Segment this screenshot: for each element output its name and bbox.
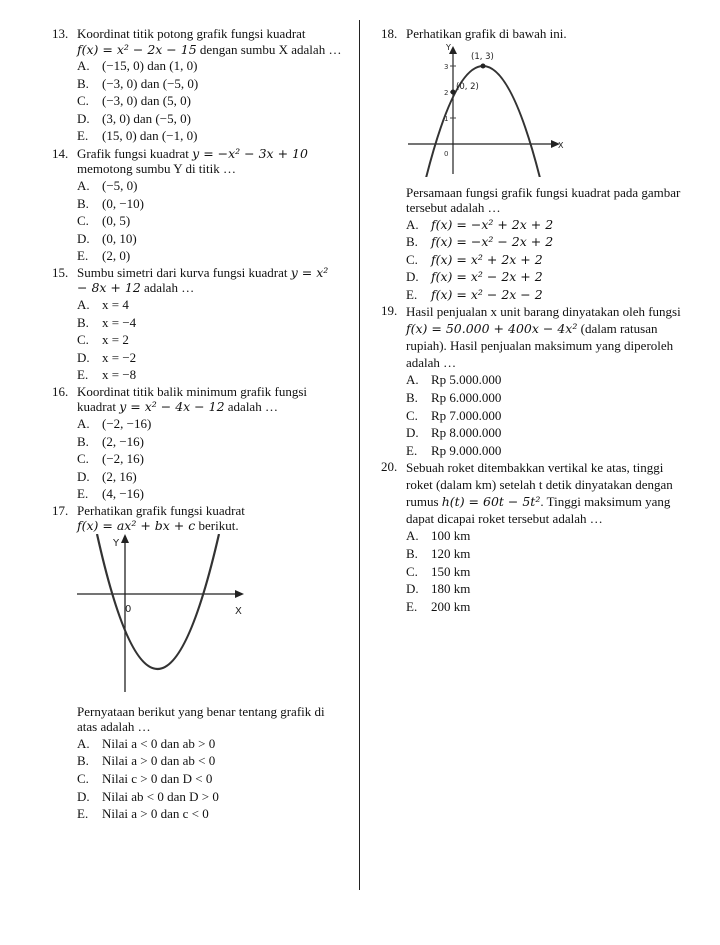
option-letter: B. [77,433,89,449]
option-b[interactable] [77,314,342,332]
option-letter: A. [77,58,90,73]
column-divider [359,20,360,890]
option-letter: C. [406,407,418,423]
y-axis-arrow [121,534,129,543]
option-text: (−3, 0) dan (−5, 0) [102,75,199,91]
option-text: (4, −16) [102,486,144,502]
option-letter: C. [77,451,89,467]
option-d[interactable] [77,110,342,128]
option-letter: A. [406,528,419,544]
option-c[interactable] [77,770,342,788]
option-text: (0, −10) [102,195,144,211]
option-text: Nilai a > 0 dan ab < 0 [102,753,216,769]
option-b[interactable] [406,545,681,563]
option-letter: D. [77,110,90,126]
option-letter: A. [77,735,90,751]
option-letter: E. [77,806,89,822]
option-c[interactable] [406,251,681,269]
option-letter: E. [77,367,89,383]
option-letter: C. [77,93,89,109]
option-text: (2, −16) [102,433,144,449]
question-caption: Persamaan fungsi grafik fungsi kuadrat pada gambar tersebut adalah … [406,184,681,215]
option-c[interactable] [406,407,681,425]
option-text: Rp 9.000.000 [431,442,502,458]
option-text: Nilai a > 0 dan c < 0 [102,806,209,822]
option-text: x = 2 [102,332,129,348]
option-letter: A. [77,296,90,312]
option-letter: A. [77,177,90,193]
x-axis-label: X [558,140,564,150]
question-caption: Pernyataan berikut yang benar tentang grafik di atas adalah … [77,703,325,735]
y-tick-label: 3 [444,62,449,71]
graph-svg [408,42,568,177]
option-d[interactable] [77,468,342,486]
option-text: (2, 16) [102,468,137,484]
option-text: (−5, 0) [102,177,138,193]
question-16 [52,384,342,503]
option-text: (−3, 0) dan (5, 0) [102,93,191,109]
option-letter: B. [406,546,418,562]
option-letter: C. [77,213,89,229]
question-17 [52,503,342,823]
y-axis-label: Y [446,42,451,52]
parabola-graph-18 [408,42,681,181]
option-letter: E. [77,248,89,264]
option-text: 100 km [431,528,471,544]
question-number: 15. [52,264,69,280]
y-axis-label: Y [113,537,120,549]
origin-label: 0 [125,603,132,615]
y-intercept-point [451,89,456,94]
option-letter: C. [77,771,89,787]
option-text: (−2, 16) [102,451,144,467]
question-19 [381,303,681,459]
option-text: f(x) = −x² + 2x + 2 [431,216,554,232]
option-letter: C. [406,251,418,267]
option-e[interactable] [406,286,681,304]
question-18 [381,26,681,303]
option-e[interactable] [77,127,342,145]
option-letter: B. [406,234,418,250]
x-axis-label: X [235,605,242,617]
option-text: Rp 5.000.000 [431,372,502,388]
option-c[interactable] [77,331,342,349]
question-number: 17. [52,502,69,518]
parabola-graph-17 [77,534,342,698]
left-column [52,26,342,823]
parabola-curve [97,534,219,669]
question-13 [52,26,342,145]
vertex-label: (1, 3) [471,51,494,62]
option-text: (15, 0) dan (−1, 0) [102,128,198,144]
question-stem: Sumbu simetri dari kurva fungsi kuadrat y = x² − 8x + 12 adalah … [77,264,329,296]
option-d[interactable] [77,788,342,806]
option-text: f(x) = x² + 2x + 2 [431,251,543,267]
option-text: (−2, −16) [102,415,152,431]
option-e[interactable] [77,805,342,823]
parabola-curve [426,66,540,177]
option-text: (0, 10) [102,230,137,246]
option-b[interactable] [77,752,342,770]
origin-label: 0 [444,149,449,158]
option-letter: E. [77,128,89,144]
question-14 [52,146,342,265]
option-text: Rp 8.000.000 [431,425,502,441]
question-stem: Perhatikan grafik fungsi kuadrat f(x) = ax² + bx + c berikut. [77,502,245,534]
option-letter: A. [406,372,419,388]
option-letter: D. [406,581,419,597]
question-20 [381,459,681,615]
option-letter: A. [77,415,90,431]
option-letter: B. [77,753,89,769]
option-letter: B. [77,195,89,211]
option-text: Rp 6.000.000 [431,390,502,406]
y-tick-label: 2 [444,88,449,97]
graph-svg [77,534,277,694]
option-a[interactable] [406,216,681,234]
vertex-point [481,63,486,68]
question-number: 18. [381,26,398,41]
option-text: (3, 0) dan (−5, 0) [102,110,191,126]
y-tick-label: 1 [444,114,449,123]
x-axis-arrow [235,590,244,598]
option-d[interactable] [77,349,342,367]
option-letter: D. [77,788,90,804]
option-letter: C. [77,332,89,348]
option-d[interactable] [406,268,681,286]
option-a[interactable] [77,57,342,75]
option-letter: E. [406,286,418,302]
option-a[interactable] [77,177,342,195]
option-e[interactable] [406,598,681,616]
option-text: (0, 5) [102,213,131,229]
option-a[interactable] [77,296,342,314]
y-intercept-label: (0, 2) [456,81,479,92]
option-b[interactable] [77,433,342,451]
option-text: 200 km [431,598,471,614]
option-letter: D. [77,468,90,484]
option-letter: E. [406,442,418,458]
option-b[interactable] [77,75,342,93]
option-c[interactable] [77,450,342,468]
option-e[interactable] [77,485,342,503]
option-text: x = 4 [102,296,129,312]
option-a[interactable] [406,527,681,545]
question-number: 20. [381,459,398,475]
option-text: x = −2 [102,349,137,365]
option-text: 150 km [431,563,471,579]
question-stem: Hasil penjualan x unit barang dinyatakan oleh fungsi f(x) = 50.000 + 400x − 4x² (dalam ratusan rupiah). Hasil penjualan maksimum yang diperoleh adalah … [406,304,681,371]
option-text: Nilai a < 0 dan ab > 0 [102,735,216,751]
option-text: Rp 7.000.000 [431,407,502,423]
option-text: x = −8 [102,367,137,383]
question-stem: Koordinat titik potong grafik fungsi kuadrat f(x) = x² − 2x − 15 dengan sumbu X adalah … [77,26,342,57]
question-stem: Koordinat titik balik minimum grafik fungsi kuadrat y = x² − 4x − 12 adalah … [77,383,308,415]
option-b[interactable] [77,195,342,213]
question-stem: Sebuah roket ditembakkan vertikal ke atas, tinggi roket (dalam km) setelah t detik dinyatakan dengan rumus h(t) = 60t − 5t². Tinggi maksimum yang dapat dicapai roket tersebut adalah … [406,460,673,527]
option-text: f(x) = x² − 2x + 2 [431,269,543,285]
option-a[interactable] [77,415,342,433]
option-letter: D. [77,349,90,365]
question-number: 19. [381,303,398,319]
option-letter: E. [77,486,89,502]
option-letter: E. [406,598,418,614]
option-e[interactable] [77,247,342,265]
option-letter: B. [77,314,89,330]
option-b[interactable] [406,233,681,251]
option-text: Nilai ab < 0 dan D > 0 [102,788,219,804]
option-text: f(x) = −x² − 2x + 2 [431,234,554,250]
option-text: 180 km [431,581,471,597]
option-b[interactable] [406,389,681,407]
option-d[interactable] [406,580,681,598]
question-number: 14. [52,145,69,161]
option-text: f(x) = x² − 2x − 2 [431,286,543,302]
option-letter: A. [406,216,419,232]
option-letter: B. [406,390,418,406]
question-15 [52,265,342,384]
question-stem: Perhatikan grafik di bawah ini. [406,26,567,41]
option-letter: D. [406,425,419,441]
question-stem: Grafik fungsi kuadrat y = −x² − 3x + 10 memotong sumbu Y di titik … [77,145,308,177]
option-c[interactable] [406,563,681,581]
option-text: (−15, 0) dan (1, 0) [102,58,198,73]
option-letter: D. [77,230,90,246]
option-e[interactable] [77,366,342,384]
option-text: Nilai c > 0 dan D < 0 [102,771,213,787]
option-d[interactable] [406,424,681,442]
option-letter: D. [406,269,419,285]
option-d[interactable] [77,230,342,248]
option-letter: B. [77,75,89,91]
option-text: 120 km [431,546,471,562]
question-number: 16. [52,383,69,399]
option-text: (2, 0) [102,248,131,264]
option-a[interactable] [406,371,681,389]
option-letter: C. [406,563,418,579]
question-number: 13. [52,26,69,41]
option-a[interactable] [77,735,342,753]
right-column [381,26,681,615]
option-c[interactable] [77,212,342,230]
option-c[interactable] [77,92,342,110]
option-e[interactable] [406,442,681,460]
option-text: x = −4 [102,314,137,330]
